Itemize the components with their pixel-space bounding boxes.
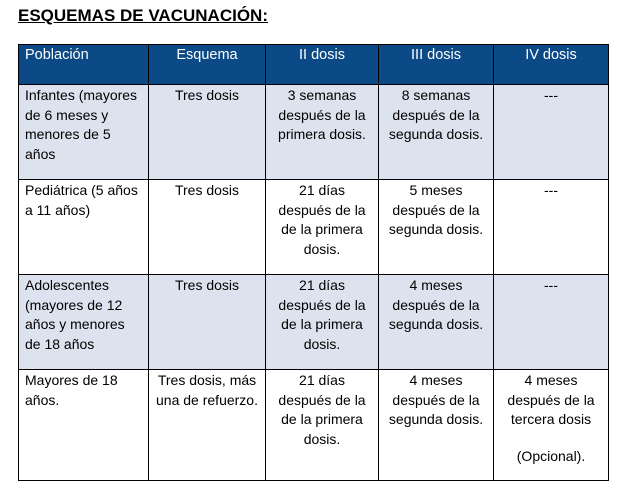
table-row bbox=[19, 180, 609, 275]
cell-iii-dosis: 4 meses después de la segunda dosis. bbox=[379, 275, 494, 370]
table-row bbox=[19, 85, 609, 180]
header-iii-dosis: III dosis bbox=[379, 45, 494, 85]
document-title: ESQUEMAS DE VACUNACIÓN: bbox=[18, 6, 268, 25]
cell-poblacion: Pediátrica (5 años a 11 años) bbox=[19, 180, 149, 275]
header-iv-dosis: IV dosis bbox=[494, 45, 609, 85]
cell-iv-dosis: --- bbox=[494, 85, 609, 180]
cell-poblacion: Adolescentes (mayores de 12 años y menores de 18 años bbox=[19, 275, 149, 370]
table-row bbox=[19, 370, 609, 481]
iv-dosis-note: (Opcional). bbox=[516, 447, 586, 464]
cell-ii-dosis: 3 semanas después de la primera dosis. bbox=[266, 85, 379, 180]
cell-iv-dosis bbox=[494, 370, 609, 481]
cell-esquema: Tres dosis bbox=[149, 275, 266, 370]
table-header-row bbox=[19, 45, 609, 85]
cell-iii-dosis: 4 meses después de la segunda dosis. bbox=[379, 370, 494, 481]
cell-iv-dosis: --- bbox=[494, 180, 609, 275]
cell-ii-dosis: 21 días después de la de la primera dosis. bbox=[266, 370, 379, 481]
cell-ii-dosis: 21 días después de la de la primera dosis. bbox=[266, 180, 379, 275]
cell-poblacion: Mayores de 18 años. bbox=[19, 370, 149, 481]
cell-esquema: Tres dosis bbox=[149, 85, 266, 180]
header-poblacion: Población bbox=[19, 45, 149, 85]
vaccination-schedule-table bbox=[18, 44, 609, 481]
cell-iii-dosis: 8 semanas después de la segunda dosis. bbox=[379, 85, 494, 180]
cell-iv-dosis: --- bbox=[494, 275, 609, 370]
cell-iii-dosis: 5 meses después de la segunda dosis. bbox=[379, 180, 494, 275]
cell-esquema: Tres dosis bbox=[149, 180, 266, 275]
header-esquema: Esquema bbox=[149, 45, 266, 85]
cell-poblacion: Infantes (mayores de 6 meses y menores de 5 años bbox=[19, 85, 149, 180]
cell-ii-dosis: 21 días después de la de la primera dosis. bbox=[266, 275, 379, 370]
table-row bbox=[19, 275, 609, 370]
header-ii-dosis: II dosis bbox=[266, 45, 379, 85]
cell-esquema: Tres dosis, más una de refuerzo. bbox=[149, 370, 266, 481]
iv-dosis-text: 4 meses después de la tercera dosis bbox=[507, 372, 595, 427]
